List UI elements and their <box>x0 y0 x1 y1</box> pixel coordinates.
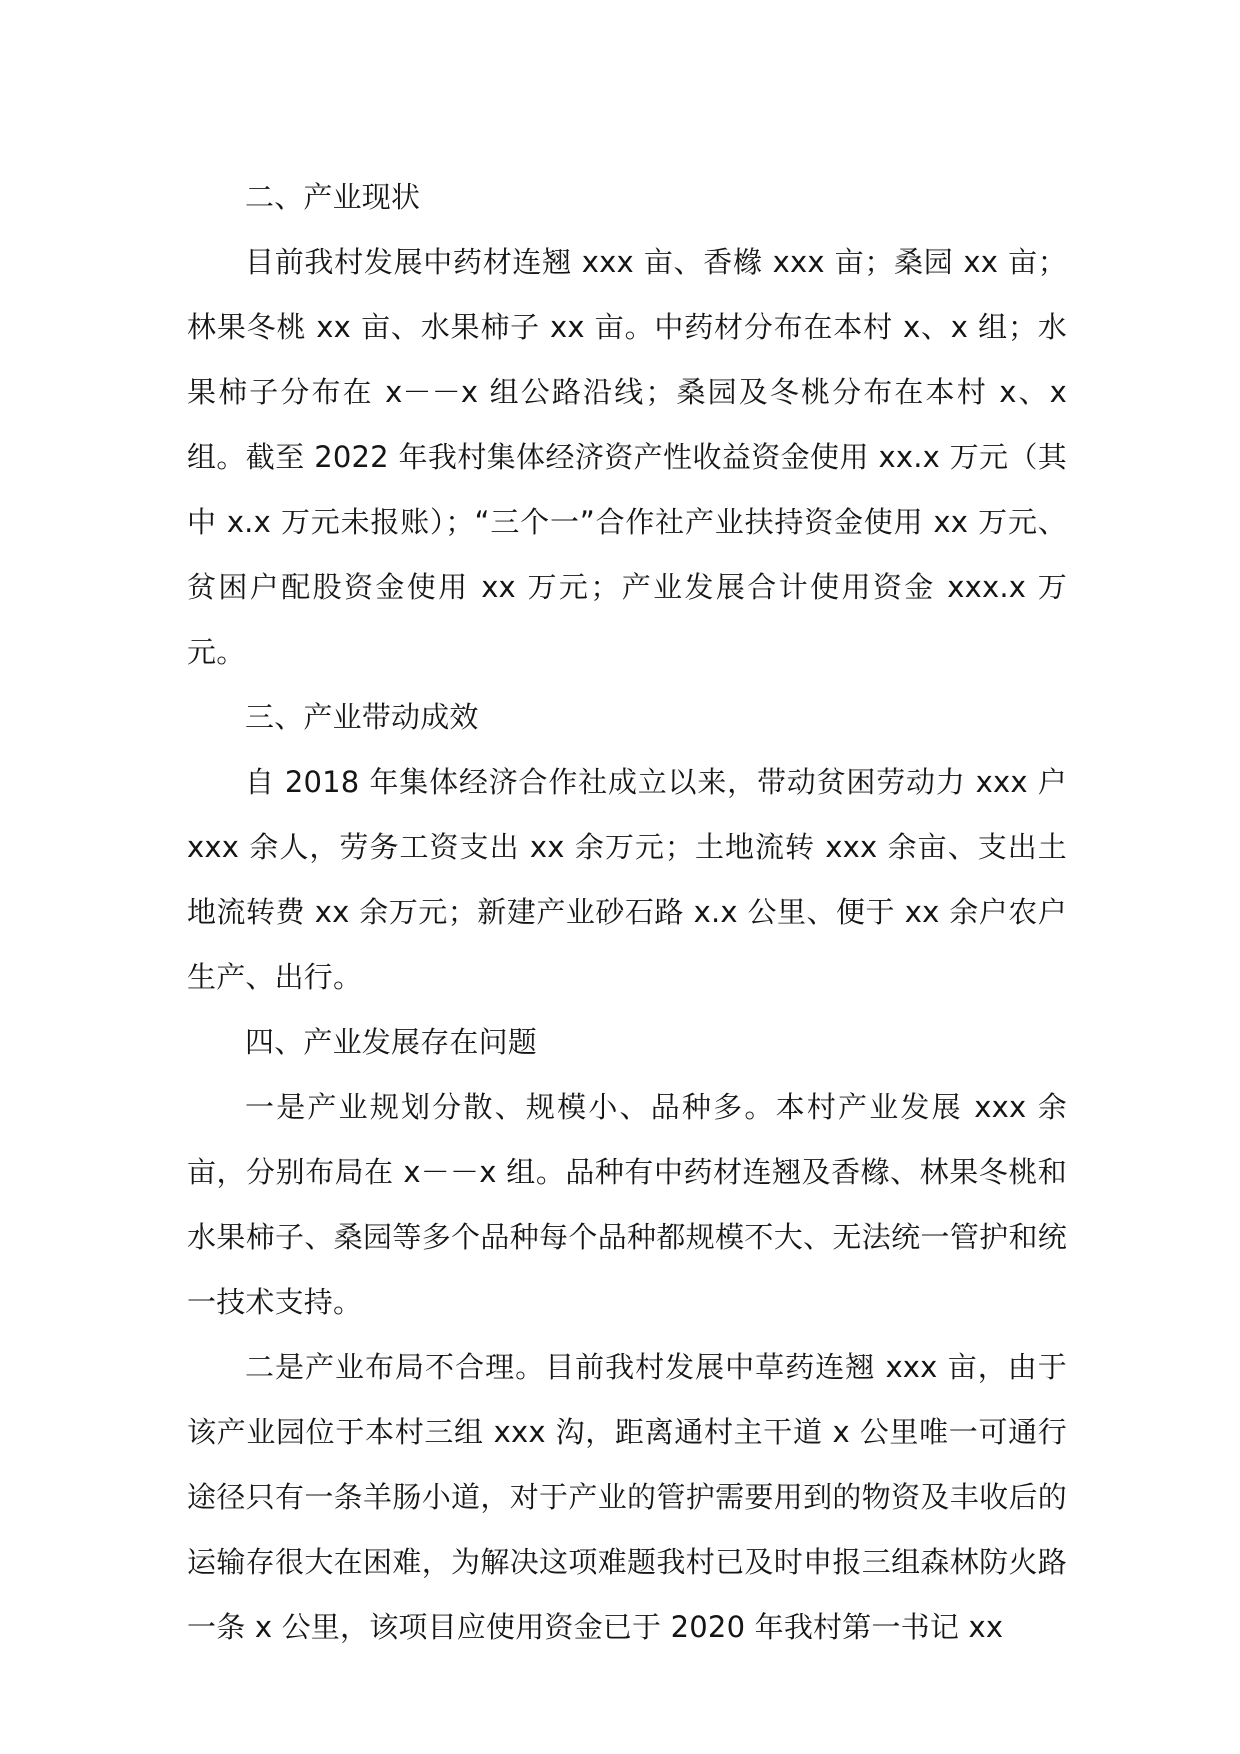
paragraph-problem-two: 二是产业布局不合理。目前我村发展中草药连翘 xxx 亩，由于该产业园位于本村三组 xxx 沟，距离通村主干道 x 公里唯一可通行途径只有一条羊肠小道，对于产业的管护需要用到的物资及丰收后的运输存很大在困难，为解决这项难题我村已及时申报三组森林防火路一条 x 公里，该项目应使用资金已于 2020 年我村第一书记 xx <box>187 1350 1067 1644</box>
paragraph-industry-results: 自 2018 年集体经济合作社成立以来，带动贫困劳动力 xxx 户 xxx 余人，劳务工资支出 xx 余万元；土地流转 xxx 余亩、支出土地流转费 xx 余万元；新建产业砂石路 x.x 公里、便于 xx 余户农户生产、出行。 <box>187 765 1067 994</box>
section-heading-industry-status: 二、产业现状 <box>245 180 421 214</box>
paragraph-industry-status: 目前我村发展中药材连翘 xxx 亩、香橼 xxx 亩；桑园 xx 亩；林果冬桃 xx 亩、水果柿子 xx 亩。中药材分布在本村 x、x 组；水果柿子分布在 x－－x 组公路沿线；桑园及冬桃分布在本村 x、x 组。截至 2022 年我村集体经济资产性收益资金使用 xx.x 万元（其中 x.x 万元未报账）；“三个一”合作社产业扶持资金使用 xx 万元、贫困户配股资金使用 xx 万元；产业发展合计使用资金 xxx.x 万元。 <box>187 245 1067 669</box>
section-heading-industry-results: 三、产业带动成效 <box>245 700 479 734</box>
paragraph-problem-one: 一是产业规划分散、规模小、品种多。本村产业发展 xxx 余亩，分别布局在 x－－x 组。品种有中药材连翘及香橼、林果冬桃和水果柿子、桑园等多个品种每个品种都规模不大、无法统一管护和统一技术支持。 <box>187 1090 1067 1319</box>
document-body <box>187 165 1067 1660</box>
section-heading-industry-problems: 四、产业发展存在问题 <box>245 1025 538 1059</box>
